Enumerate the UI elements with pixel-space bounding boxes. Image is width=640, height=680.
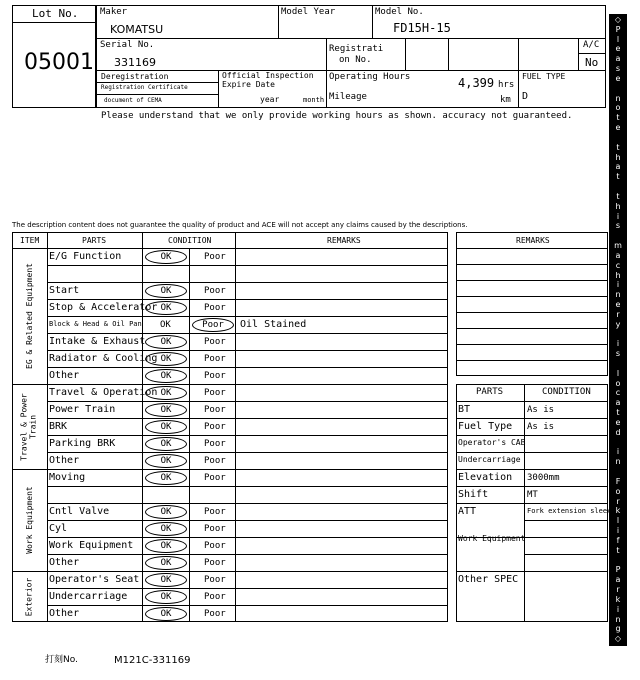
serial-no-value: 331169 — [114, 56, 156, 69]
banner-char: h — [615, 201, 621, 211]
banner-char: o — [615, 486, 621, 496]
banner-char: s — [615, 64, 621, 74]
banner-char: P — [615, 24, 621, 34]
banner-char: l — [616, 34, 620, 44]
lot-no-value: 05001 — [24, 50, 94, 75]
group-label: Exterior — [24, 577, 34, 616]
banner-char: ◇ — [614, 15, 622, 24]
condition-poor: Poor — [204, 456, 226, 466]
stamp-no-value: M121C-331169 — [114, 655, 191, 666]
parts-row-condition: 3000mm — [527, 473, 560, 483]
row-remarks: Oil Stained — [240, 319, 307, 330]
serial-no-label: Serial No. — [100, 40, 155, 50]
part-name: Other — [49, 557, 80, 568]
banner-char: l — [616, 516, 620, 526]
part-name: Block & Head & Oil Pan — [49, 320, 142, 328]
ac-label: A/C — [583, 40, 600, 50]
banner-char: e — [615, 417, 621, 427]
parts-row-name: Elevation — [458, 472, 513, 483]
banner-char: e — [615, 73, 621, 83]
banner-char: t — [616, 545, 620, 555]
part-name: Parking BRK — [49, 438, 116, 449]
banner-char: o — [615, 103, 621, 113]
group-label: Travel & Power Train — [19, 392, 38, 461]
condition-ok: OK — [145, 301, 187, 315]
banner-char: e — [615, 123, 621, 133]
condition-poor: Poor — [204, 354, 226, 364]
banner-char — [617, 183, 620, 191]
banner-char: s — [615, 221, 621, 231]
km-label: km — [500, 95, 511, 105]
banner-char: a — [615, 54, 621, 64]
condition-poor: Poor — [192, 318, 234, 332]
maker-label: Maker — [100, 7, 128, 17]
banner-char: h — [615, 270, 621, 280]
banner-char: i — [616, 604, 620, 614]
banner-char: a — [615, 575, 621, 585]
part-name: Start — [49, 285, 80, 296]
condition-poor: Poor — [204, 558, 226, 568]
condition-poor: Poor — [204, 507, 226, 517]
banner-char: i — [616, 211, 620, 221]
part-name: Work Equipment — [49, 540, 134, 551]
condition-ok: OK — [145, 471, 187, 485]
group-label: Work Equipment — [24, 486, 34, 554]
banner-char: a — [615, 250, 621, 260]
banner-char: o — [615, 378, 621, 388]
parts-row-condition: As is — [527, 405, 555, 415]
banner-char: r — [616, 309, 620, 319]
ac-value: No — [585, 56, 599, 69]
banner-char — [617, 468, 620, 476]
banner-char: a — [615, 398, 621, 408]
banner-char — [617, 331, 620, 339]
part-name: Cntl Valve — [49, 506, 110, 517]
banner-char: ◇ — [614, 634, 622, 644]
parts-row-name: Operator's CAB — [458, 438, 526, 447]
registration-label-2: on No. — [339, 55, 372, 65]
month-label: month — [303, 96, 325, 104]
condition-ok: OK — [145, 284, 187, 298]
part-name: Stop & Accelerator — [49, 302, 158, 313]
banner-char: i — [616, 339, 620, 349]
condition-poor: Poor — [204, 422, 226, 432]
banner-char: e — [615, 44, 621, 54]
registration-label-1: Registrati — [329, 44, 384, 54]
fuel-type-label: FUEL TYPE — [522, 72, 566, 81]
condition-poor: Poor — [204, 439, 226, 449]
condition-ok: OK — [145, 437, 187, 451]
banner-char: t — [616, 408, 620, 418]
part-name: Cyl — [49, 523, 68, 534]
condition-ok: OK — [145, 454, 187, 468]
part-name: Other — [49, 370, 80, 381]
model-no-value: FD15H-15 — [393, 21, 451, 35]
part-name: Other — [49, 608, 80, 619]
condition-ok: OK — [145, 352, 187, 366]
document-cema-label: document of CEMA — [104, 97, 162, 104]
parts-header: PARTS — [476, 387, 504, 397]
condition-header: CONDITION — [542, 387, 591, 397]
maker-value: KOMATSU — [110, 23, 164, 36]
condition-poor: Poor — [204, 252, 226, 262]
banner-char: f — [616, 535, 620, 545]
condition-poor: Poor — [204, 286, 226, 296]
part-name: Other — [49, 455, 80, 466]
parts-row-name: Shift — [458, 489, 489, 500]
part-name: Moving — [49, 472, 86, 483]
condition-ok: OK — [145, 335, 187, 349]
operating-hours-label: Operating Hours — [329, 72, 411, 82]
condition-ok: OK — [145, 505, 187, 519]
banner-char: s — [615, 349, 621, 359]
banner-char — [617, 85, 620, 93]
parts-row-name: Fuel Type — [458, 421, 513, 432]
condition-poor: Poor — [204, 473, 226, 483]
fuel-type-value: D — [522, 91, 529, 102]
condition-poor: Poor — [204, 303, 226, 313]
condition-ok: OK — [145, 556, 187, 570]
banner-char: h — [615, 152, 621, 162]
condition-ok: OK — [145, 607, 187, 621]
part-name: E/G Function — [49, 251, 122, 262]
banner-char: m — [614, 241, 622, 251]
banner-char: F — [615, 476, 621, 486]
banner-char: e — [615, 300, 621, 310]
condition-ok: OK — [145, 539, 187, 553]
hours-notice: Please understand that we only provide working hours as shown. accuracy not guaranteed. — [101, 111, 573, 121]
banner-char: n — [615, 457, 621, 467]
banner-char — [617, 360, 620, 368]
operating-hours-value: 4,399 — [458, 76, 495, 90]
banner-char: d — [615, 427, 621, 437]
header-remarks: REMARKS — [327, 236, 361, 245]
banner-char: r — [616, 496, 620, 506]
condition-poor: Poor — [204, 541, 226, 551]
banner-char: c — [615, 260, 621, 270]
stamp-no-label: 打刻No. — [45, 655, 78, 665]
condition-ok: OK — [145, 420, 187, 434]
parts-row-name: Undercarriage — [458, 455, 521, 464]
description-disclaimer: The description content does not guarantee the quality of product and ACE will not accept any claims caused by the descriptions. — [12, 221, 468, 229]
banner-char: i — [616, 447, 620, 457]
header-parts: PARTS — [82, 236, 107, 245]
banner-char: k — [615, 506, 621, 516]
group-label: EG & Related Equipment — [24, 263, 34, 369]
lot-no-label: Lot No. — [32, 7, 79, 20]
condition-poor: Poor — [204, 524, 226, 534]
condition-ok: OK — [145, 386, 187, 400]
banner-char: g — [615, 624, 621, 634]
banner-char: a — [615, 162, 621, 172]
banner-char — [617, 134, 620, 142]
condition-ok: OK — [145, 573, 187, 587]
banner-char: i — [616, 280, 620, 290]
year-label: year — [260, 95, 280, 104]
banner-char: t — [616, 172, 620, 182]
banner-char: n — [615, 290, 621, 300]
banner-char: l — [616, 368, 620, 378]
condition-ok: OK — [145, 369, 187, 383]
parts-row-condition: Fork extension sleeve — [527, 507, 616, 515]
model-no-label: Model No. — [375, 7, 424, 17]
condition-ok: OK — [145, 403, 187, 417]
parts-row-name: Work Equipment — [458, 534, 526, 543]
banner-char: c — [615, 388, 621, 398]
condition-ok: OK — [145, 250, 187, 264]
parts-row-name: ATT — [458, 506, 477, 517]
condition-ok: OK — [160, 320, 171, 330]
hrs-label: hrs — [498, 80, 515, 90]
header-condition: CONDITION — [168, 236, 212, 245]
part-name: Power Train — [49, 404, 116, 415]
banner-char: r — [616, 585, 620, 595]
parts-row-condition: As is — [527, 422, 555, 432]
banner-char — [617, 439, 620, 447]
part-name: Intake & Exhaust — [49, 336, 146, 347]
banner-char — [617, 232, 620, 240]
part-name: Undercarriage — [49, 591, 128, 602]
condition-ok: OK — [145, 522, 187, 536]
part-name: Radiator & Cooling — [49, 353, 158, 364]
banner-char: y — [615, 319, 621, 329]
condition-ok: OK — [145, 590, 187, 604]
mileage-label: Mileage — [329, 92, 367, 102]
banner-char — [617, 557, 620, 565]
banner-char: t — [616, 113, 620, 123]
part-name: Travel & Operation — [49, 387, 158, 398]
condition-poor: Poor — [204, 592, 226, 602]
right-remarks-header: REMARKS — [516, 236, 550, 245]
banner-char: n — [615, 614, 621, 624]
banner-char: n — [615, 93, 621, 103]
condition-poor: Poor — [204, 388, 226, 398]
banner-char: i — [616, 526, 620, 536]
condition-poor: Poor — [204, 609, 226, 619]
condition-poor: Poor — [204, 575, 226, 585]
condition-poor: Poor — [204, 371, 226, 381]
parts-row-condition: MT — [527, 490, 538, 500]
header-item: ITEM — [20, 236, 40, 245]
model-year-label: Model Year — [281, 7, 336, 17]
condition-poor: Poor — [204, 337, 226, 347]
official-inspection-label-1: Official Inspection — [222, 71, 314, 80]
part-name: Operator's Seat — [49, 574, 140, 585]
condition-poor: Poor — [204, 405, 226, 415]
official-inspection-label-2: Expire Date — [222, 80, 275, 89]
part-name: BRK — [49, 421, 68, 432]
registration-certificate-label: Registration Certificate — [101, 84, 188, 91]
banner-char: t — [616, 142, 620, 152]
banner-char: k — [615, 594, 621, 604]
parts-row-name: Other SPEC — [458, 574, 519, 585]
deregistration-label: Deregistration — [101, 72, 169, 81]
banner-char: P — [615, 565, 621, 575]
location-banner — [609, 14, 627, 646]
parts-row-name: BT — [458, 404, 471, 415]
banner-char: t — [616, 191, 620, 201]
